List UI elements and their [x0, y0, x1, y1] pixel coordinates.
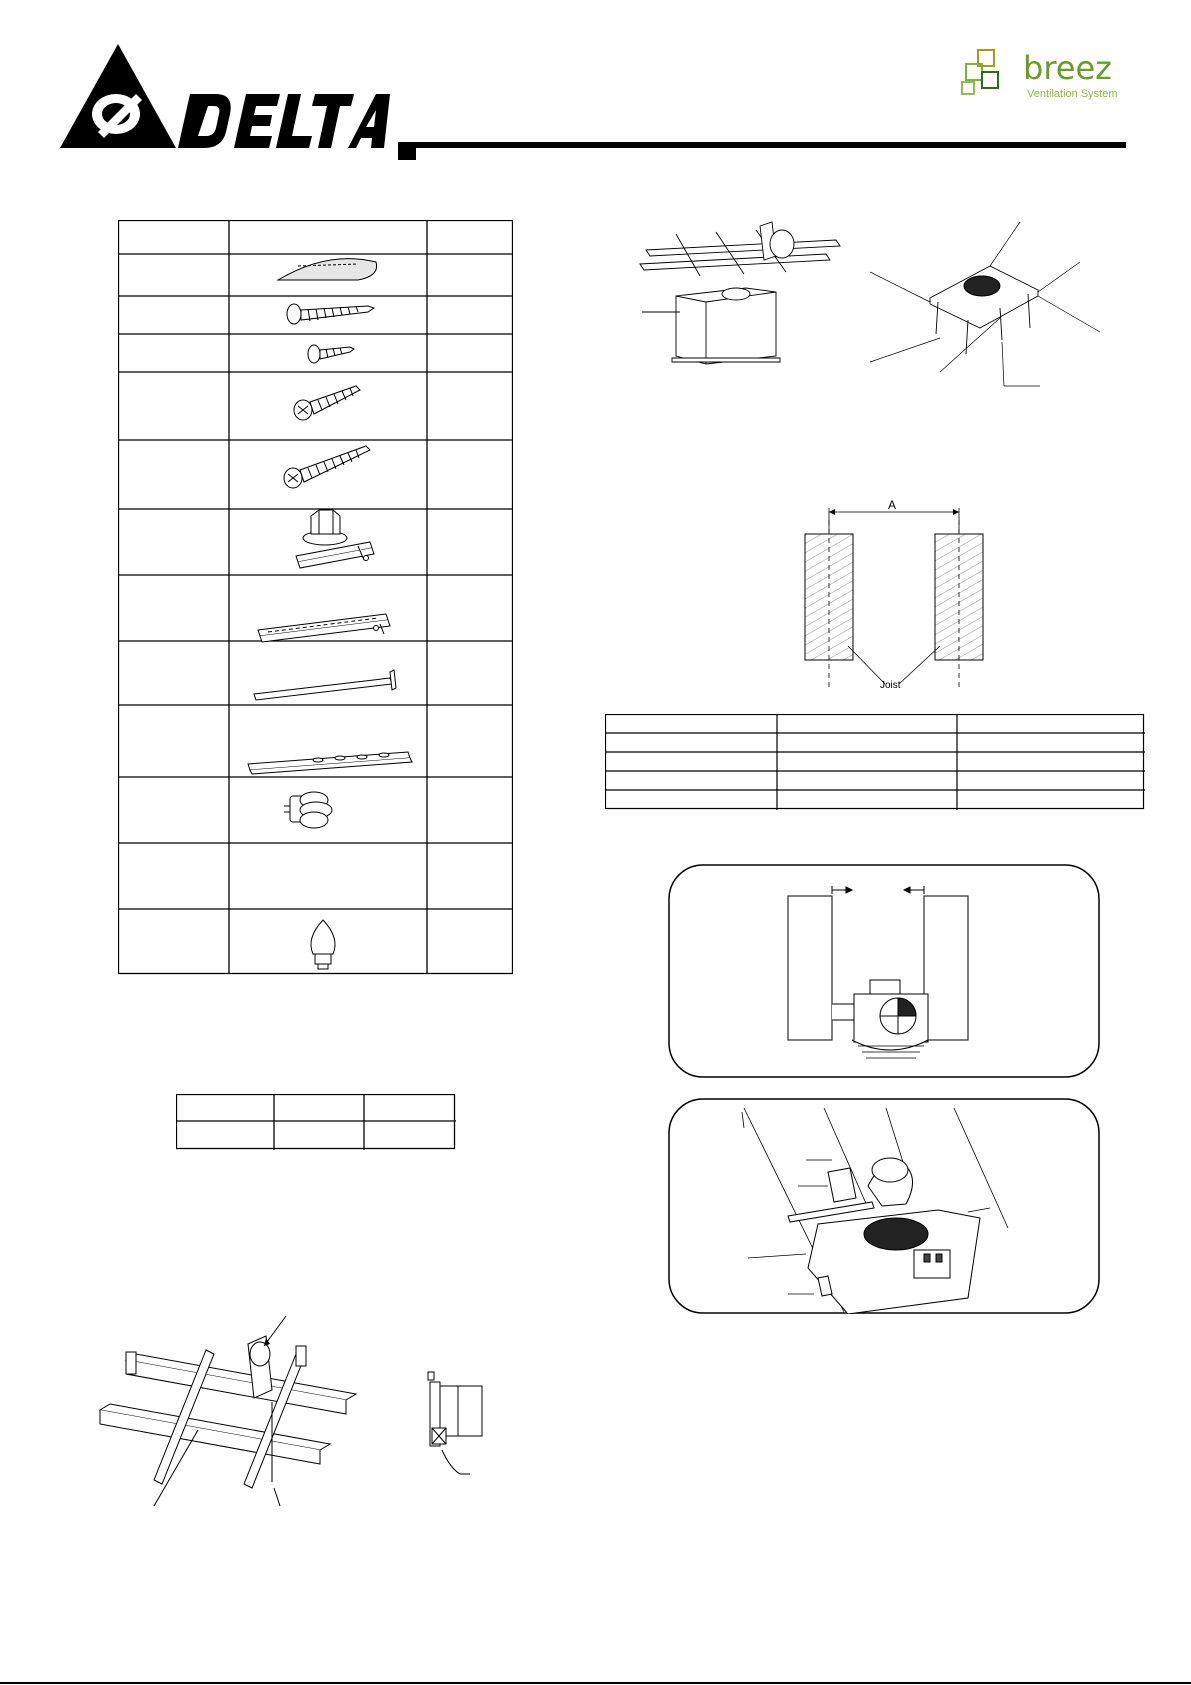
- extension-bracket-icon: [254, 670, 396, 700]
- fluorescent-bulb-icon: [284, 792, 332, 828]
- fan-install-between-joists-figure: [636, 220, 846, 370]
- grille-cover-icon: [278, 259, 377, 280]
- ceiling-grid-mount-figure: [96, 1310, 366, 1510]
- fan-bracket-detail-figure: [668, 1098, 1100, 1314]
- long-bracket-icon: [258, 614, 390, 642]
- joist-dimension-label: A: [888, 498, 897, 512]
- breez-tagline: Ventilation System: [1027, 88, 1118, 100]
- hex-nut-icon: [303, 510, 347, 545]
- short-bracket-icon: [296, 542, 374, 568]
- slotted-bracket-icon: [248, 752, 412, 774]
- spec-table: [605, 714, 1145, 810]
- damper-side-view-figure: [420, 1370, 510, 1480]
- footer-rule: [0, 1682, 1191, 1684]
- header-rule-tick: [398, 142, 416, 160]
- fan-hanging-rods-figure: [870, 222, 1110, 394]
- machine-screw-icon: [294, 386, 360, 420]
- delta-logo: [58, 42, 398, 162]
- joist-label: Joist: [880, 680, 901, 691]
- breez-wordmark: breez: [1023, 49, 1112, 87]
- joist-diagram: [800, 500, 990, 695]
- incandescent-bulb-icon: [311, 920, 335, 969]
- breez-logo: [960, 44, 1124, 106]
- short-screw-icon: [308, 345, 354, 363]
- fan-front-view-figure: [668, 864, 1100, 1078]
- header-rule: [400, 142, 1126, 148]
- long-machine-screw-icon: [284, 446, 370, 488]
- parts-table: [118, 220, 513, 975]
- small-table: [176, 1094, 456, 1150]
- long-wood-screw-icon: [287, 304, 374, 324]
